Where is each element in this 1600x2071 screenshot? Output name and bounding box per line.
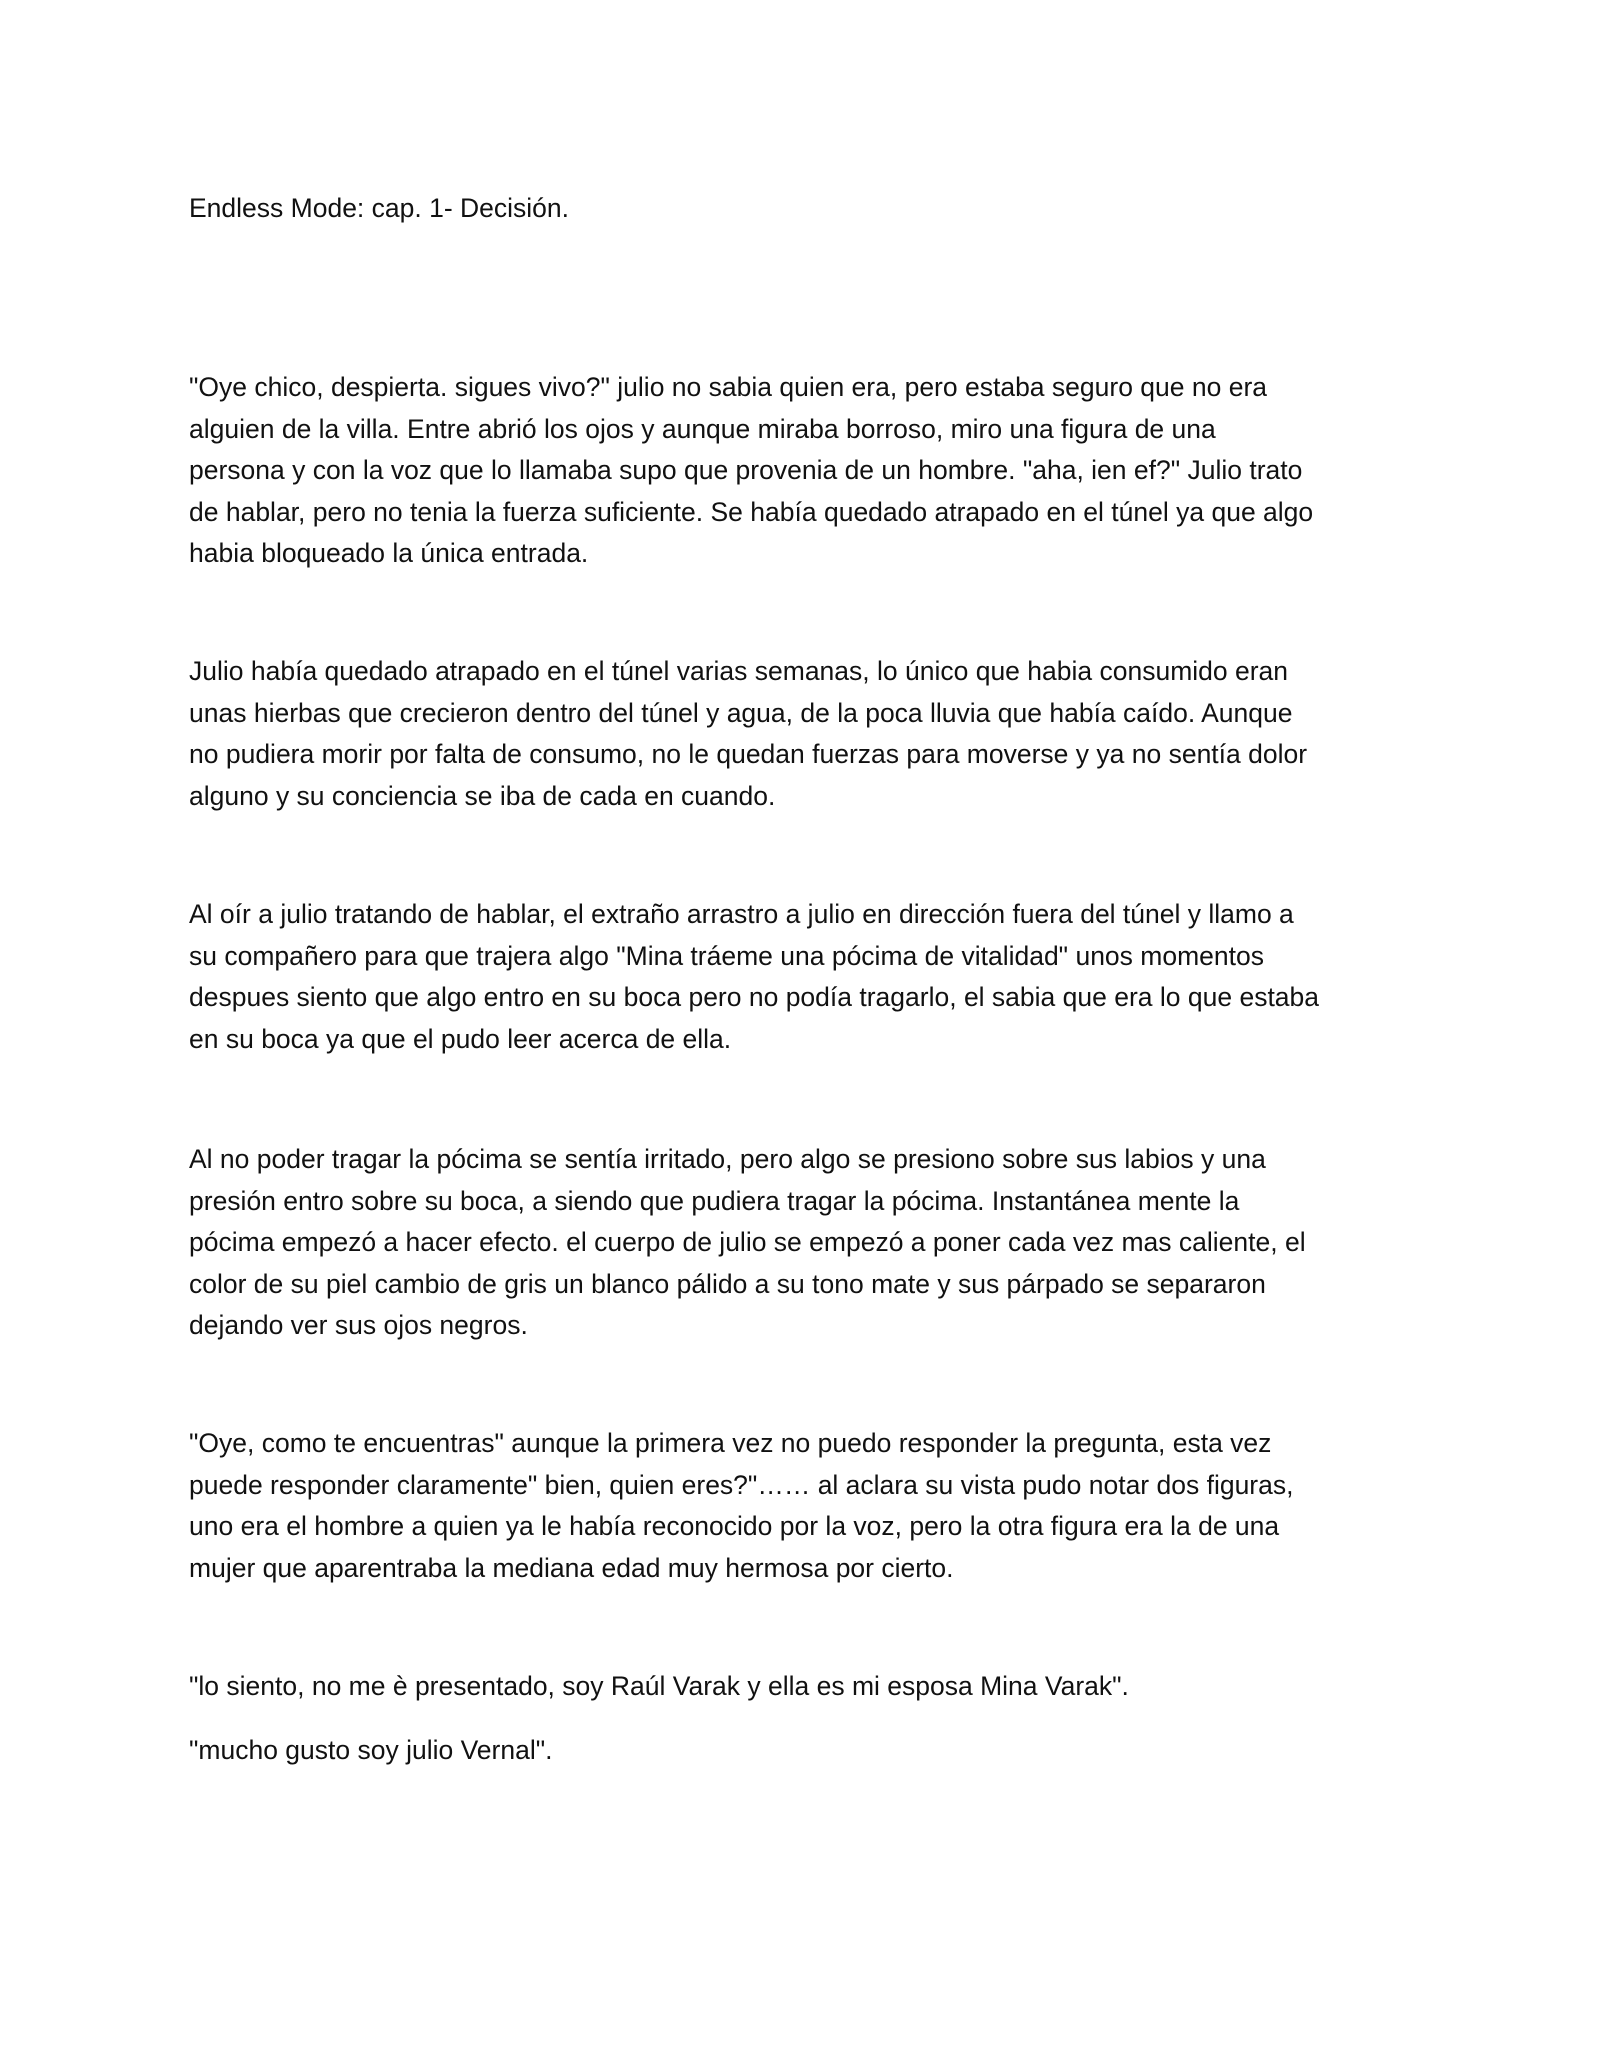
paragraph-1 [189,367,1429,575]
text-line: "mucho gusto soy julio Vernal". [189,1735,553,1765]
text-line: "lo siento, no me è presentado, soy Raúl Varak y ella es mi esposa Mina Varak". [189,1671,1129,1701]
text-line: persona y con la voz que lo llamaba supo que provenia de un hombre. "aha, ien ef?" Julio trato [189,455,1303,485]
text-line: presión entro sobre su boca, a siendo que pudiera tragar la pócima. Instantánea mente la [189,1185,1240,1216]
text-line: "Oye chico, despierta. sigues vivo?" julio no sabia quien era, pero estaba seguro que no era [189,372,1268,402]
text-line: Al oír a julio tratando de hablar, el extraño arrastro a julio en dirección fuera del túnel y llamo a [189,899,1294,929]
text-line: de hablar, pero no tenia la fuerza suficiente. Se había quedado atrapado en el túnel ya que algo [189,496,1314,527]
text-line: su compañero para que trajera algo "Mina tráeme una pócima de vitalidad" unos momentos [189,940,1264,971]
paragraph-2 [189,651,1429,817]
text-line: Al no poder tragar la pócima se sentía irritado, pero algo se presiono sobre sus labios y una [189,1144,1266,1174]
paragraph-3 [189,894,1429,1060]
text-line: puede responder claramente" bien, quien eres?"…… al aclara su vista pudo notar dos figuras, [189,1469,1294,1500]
text-line: uno era el hombre a quien ya le había reconocido por la voz, pero la otra figura era la de una [189,1511,1280,1541]
text-line: "Oye, como te encuentras" aunque la primera vez no puedo responder la pregunta, esta vez [189,1428,1272,1458]
text-line: color de su piel cambio de gris un blanco pálido a su tono mate y sus párpado se separaron [189,1268,1266,1299]
text-line: dejando ver sus ojos negros. [189,1310,528,1340]
text-line: mujer que aparentraba la mediana edad muy hermosa por cierto. [189,1552,954,1583]
text-line: despues siento que algo entro en su boca pero no podía tragarlo, el sabia que era lo que estaba [189,982,1320,1012]
text-line: no pudiera morir por falta de consumo, no le quedan fuerzas para moverse y ya no sentía dolor [189,739,1308,769]
text-line: en su boca ya que el pudo leer acerca de ella. [189,1023,732,1054]
text-line: unas hierbas que crecieron dentro del túnel y agua, de la poca lluvia que había caído. Aunque [189,697,1293,728]
paragraph-7 [189,1730,1429,1772]
text-line: alguien de la villa. Entre abrió los ojos y aunque miraba borroso, miro una figura de una [189,413,1216,444]
text-line: habia bloqueado la única entrada. [189,538,589,568]
text-line: alguno y su conciencia se iba de cada en cuando. [189,780,776,811]
chapter-title: Endless Mode: cap. 1- Decisión. [189,193,570,223]
paragraph-4 [189,1139,1429,1347]
paragraph-6 [189,1666,1429,1708]
text-line: Julio había quedado atrapado en el túnel varias semanas, lo único que habia consumido eran [189,656,1289,686]
paragraph-5 [189,1423,1429,1589]
text-line: pócima empezó a hacer efecto. el cuerpo de julio se empezó a poner cada vez mas caliente, el [189,1227,1306,1257]
